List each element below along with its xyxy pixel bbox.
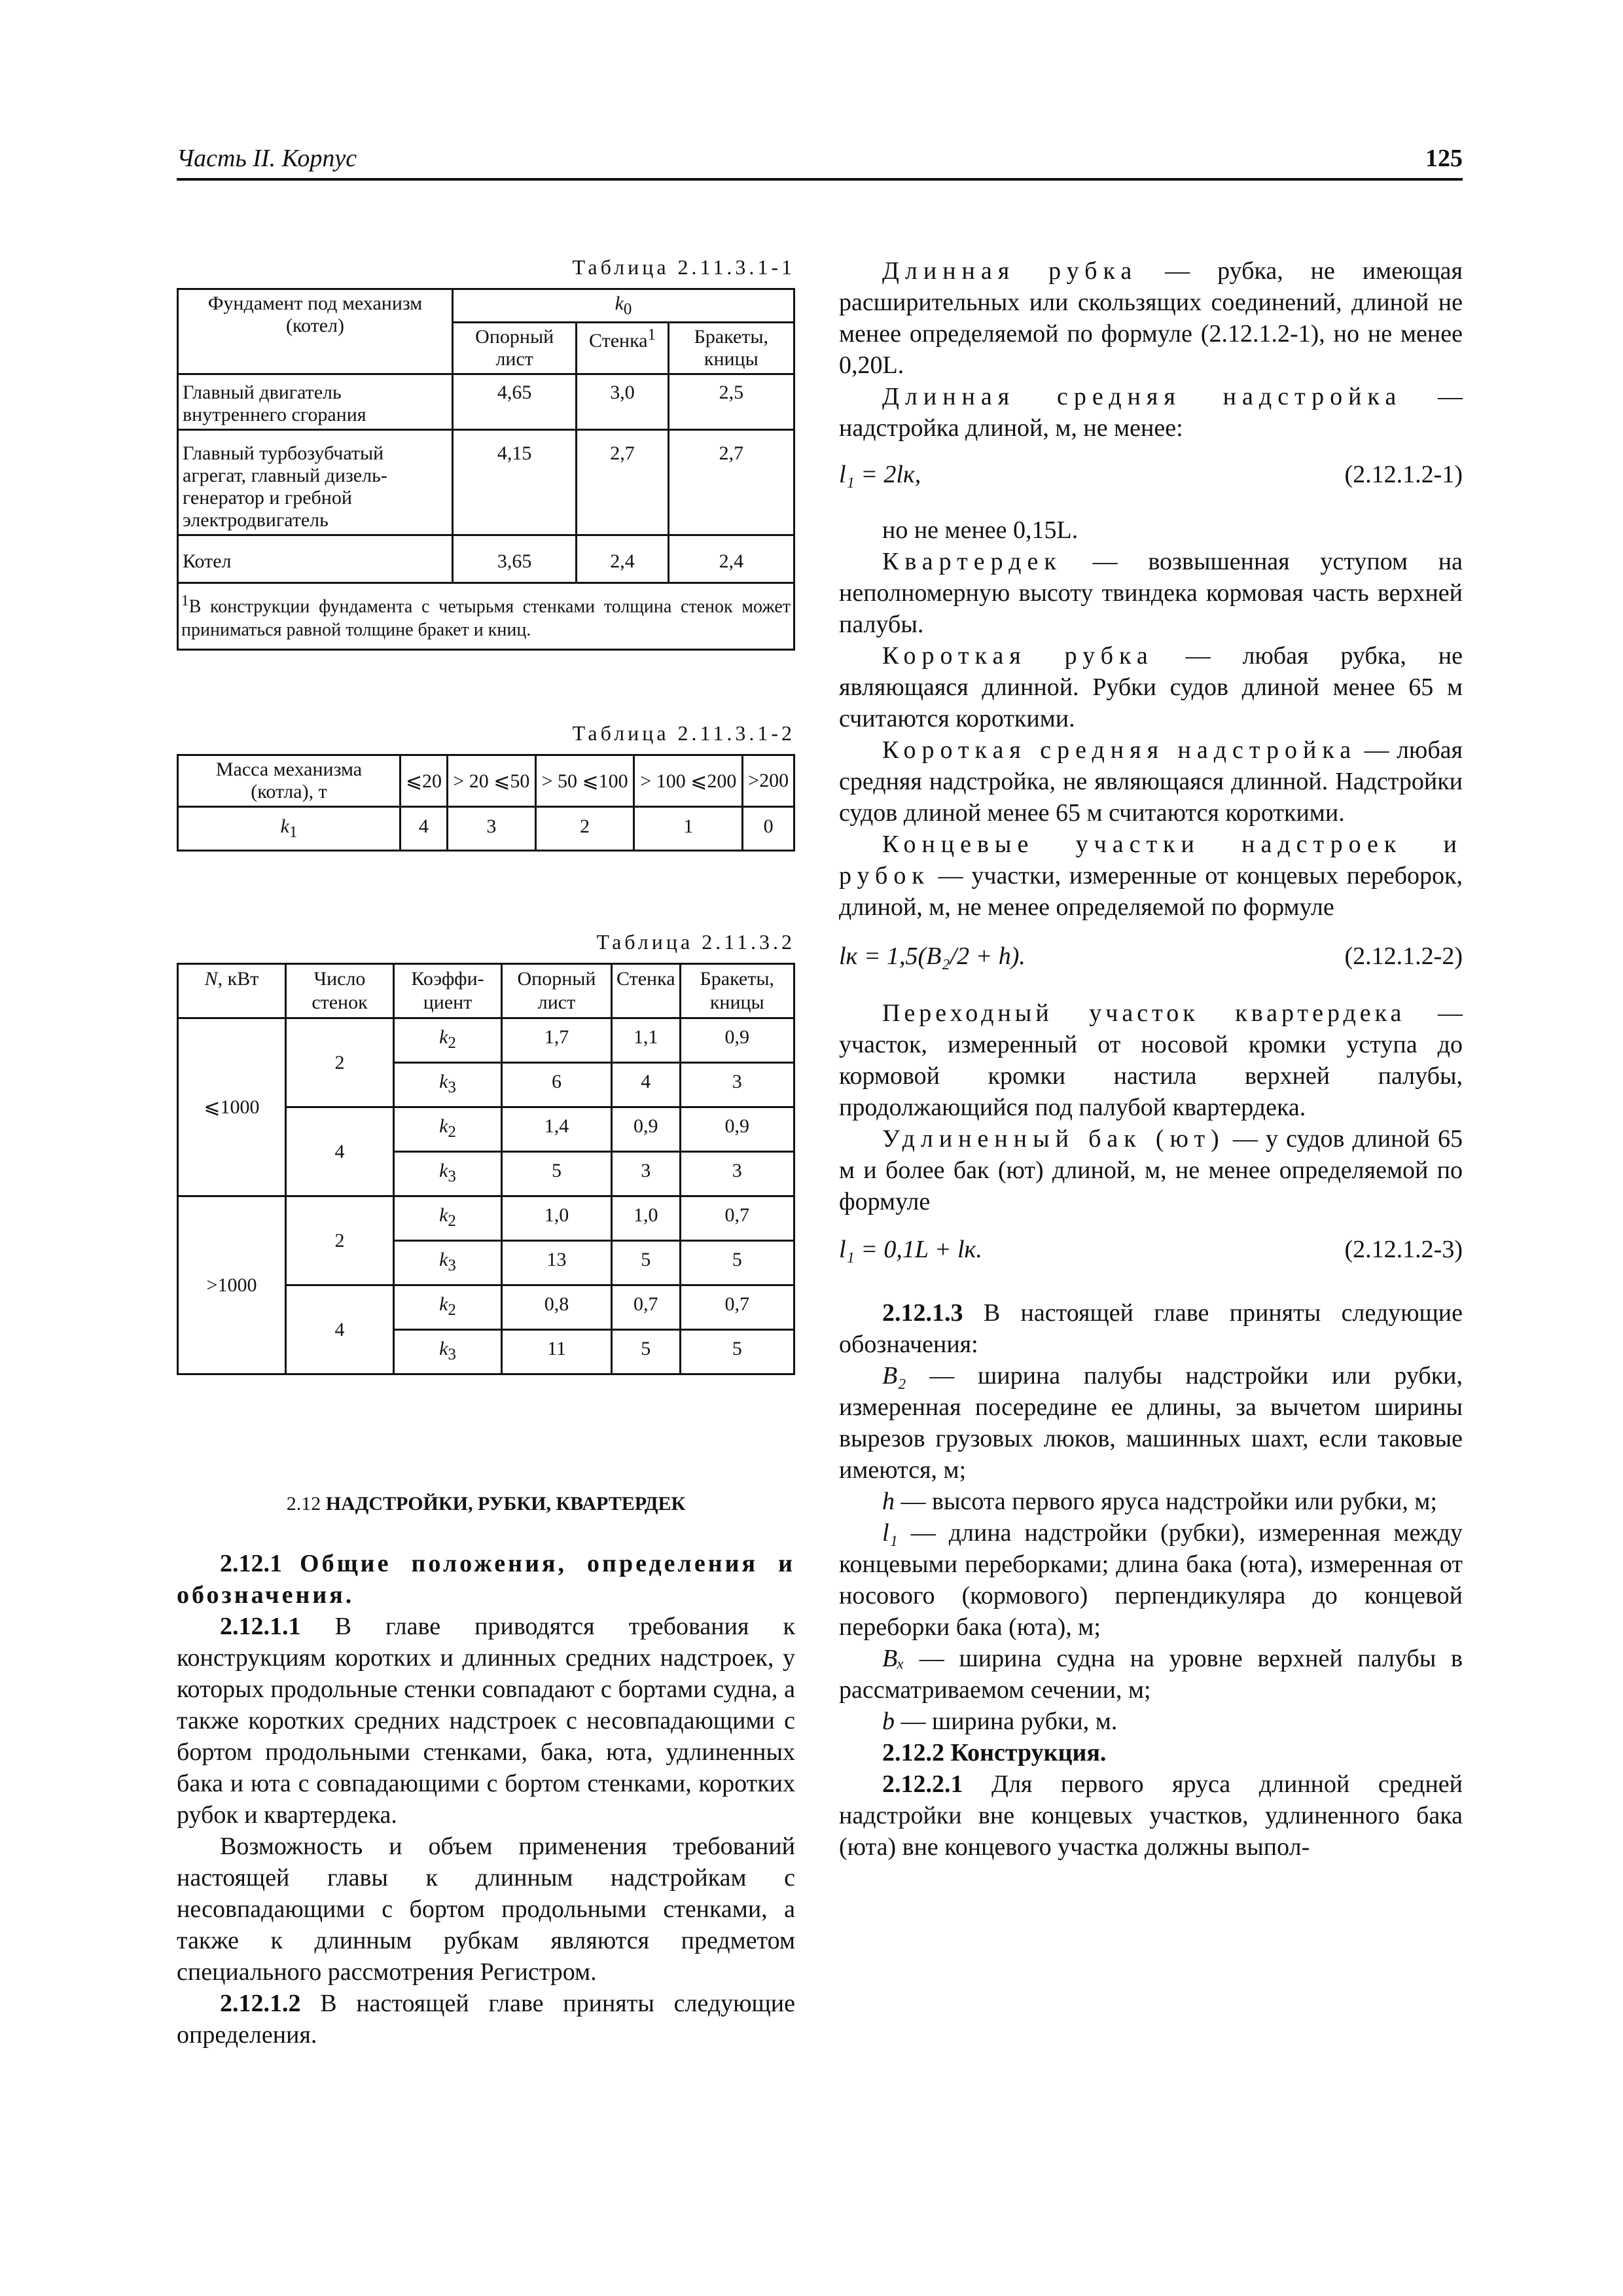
table-2-11-3-1-2 <box>177 754 795 852</box>
t3-cell: 3 <box>612 1152 681 1196</box>
paragraph: 2.12.1.2 В настоящей главе приняты следующие определения. <box>177 1990 796 2049</box>
notation: b — ширина рубки, м. <box>882 1708 1118 1735</box>
t1-footnote: $^1$В конструкции фундамента с четырьмя стенками толщина стенок может приниматься равной толщине бракет и книц. <box>178 583 794 650</box>
t1-cell: 2,7 <box>577 430 668 535</box>
definition: Удлиненный бак (ют) — у судов длиной 65 м и более бак (ют) длиной, м, не менее определяемой по формуле <box>839 1125 1463 1215</box>
paragraph: 2.12.1 Общие положения, определения и обозначения. <box>177 1550 796 1609</box>
t3-cell: 5 <box>612 1330 681 1374</box>
t1-sub-header: Опорный лист <box>453 323 577 374</box>
definition: Концевые участки надстроек и рубок — участки, измеренные от концевых переборок, длиной, м, не менее определяемой по формуле <box>839 831 1463 921</box>
t2-cell: 1 <box>634 807 743 851</box>
t3-coef-cell: $k_2$ <box>394 1018 502 1063</box>
t3-cell: 0,7 <box>680 1196 794 1241</box>
t2-cell: 4 <box>401 807 448 851</box>
page-number: 125 <box>1425 145 1463 172</box>
t2-header: >200 <box>743 755 794 807</box>
formula: lк = 1,5(B₂/2 + h). (2.12.1.2-2) <box>839 942 1463 970</box>
t3-header: Стенка <box>612 964 681 1018</box>
t1-sub-header: Бракеты, кницы <box>668 323 794 374</box>
notation: Bₓ — ширина судна на уровне верхней палубы в рассматриваемом сечении, м; <box>839 1645 1463 1704</box>
notation: l₁ — длина надстройки (рубки), измеренная между концевыми переборками; длина бака (юта), измеренная от носового (кормового) перпендикуляра до концевой переборки бака (юта), м; <box>839 1519 1463 1641</box>
page-header <box>177 144 1463 181</box>
t3-cell: 0,9 <box>680 1107 794 1152</box>
t2-header: > 50 ⩽100 <box>535 755 634 807</box>
t3-header: Коэффи-циент <box>394 964 502 1018</box>
t3-cell: 0,7 <box>612 1285 681 1330</box>
t3-cell: 1,4 <box>502 1107 612 1152</box>
definition: Длинная рубка — рубка, не имеющая расширительных или скользящих соединений, длиной не менее определяемой по формуле (2.12.1.2-1), но не менее 0,20L. <box>839 257 1463 379</box>
t3-coef-cell: $k_3$ <box>394 1241 502 1285</box>
paragraph: но не менее 0,15L. <box>882 516 1079 544</box>
paragraph: 2.12.1.3 В настоящей главе приняты следующие обозначения: <box>839 1299 1463 1358</box>
t3-coef-cell: $k_2$ <box>394 1107 502 1152</box>
t3-cell: 0,9 <box>680 1018 794 1063</box>
t1-cell: 3,0 <box>577 374 668 430</box>
table-2-11-3-2 <box>177 963 795 1375</box>
t3-cell: 1,0 <box>502 1196 612 1241</box>
t3-header: Бракеты, кницы <box>680 964 794 1018</box>
t1-cell: 2,7 <box>668 430 794 535</box>
t1-cell: 4,15 <box>453 430 577 535</box>
table-row <box>178 807 794 851</box>
t3-cell: 6 <box>502 1063 612 1107</box>
definition: Длинная средняя надстройка — надстройка длиной, м, не менее: <box>839 383 1463 442</box>
running-title: Часть II. Корпус <box>177 145 357 172</box>
right-column <box>839 255 1463 1863</box>
t3-walls-cell: 4 <box>286 1285 394 1374</box>
t3-cell: 3 <box>680 1152 794 1196</box>
table2-caption: Таблица 2.11.3.1-2 <box>572 721 795 745</box>
t2-cell: 3 <box>447 807 535 851</box>
t3-header: Число стенок <box>286 964 394 1018</box>
t2-header: > 100 ⩽200 <box>634 755 743 807</box>
t1-sub-header: Стенка$^1$ <box>577 323 668 374</box>
paragraph: 2.12.2 Конструкция. <box>882 1739 1107 1767</box>
formula: l₁ = 0,1L + lк. (2.12.1.2-3) <box>839 1236 1463 1263</box>
t3-cell: 13 <box>502 1241 612 1285</box>
t3-cell: 0,7 <box>680 1285 794 1330</box>
paragraph: Возможность и объем применения требований настоящей главы к длинным надстройкам с несовпадающими с бортом продольными стенками, а также к длинным рубкам являются предметом специального рассмотрения Регистром. <box>177 1833 795 1986</box>
t3-cell: 3 <box>680 1063 794 1107</box>
t1-cell: Главный двигатель внутреннего сгорания <box>178 374 453 430</box>
notation: h — высота первого яруса надстройки или рубки, м; <box>882 1488 1437 1515</box>
t1-cell: 2,4 <box>577 535 668 583</box>
t1-cell: 2,4 <box>668 535 794 583</box>
definition: Короткая рубка — любая рубка, не являющаяся длинной. Рубки судов длиной менее 65 м считаются короткими. <box>839 642 1463 732</box>
section-heading: 2.12 НАДСТРОЙКИ, РУБКИ, КВАРТЕРДЕК <box>286 1493 686 1515</box>
t3-power-cell: >1000 <box>178 1196 286 1374</box>
definition: Квартердек — возвышенная уступом на неполномерную высоту твиндека кормовая часть верхней палубы. <box>839 548 1463 638</box>
table-row <box>178 1196 794 1241</box>
t3-walls-cell: 4 <box>286 1107 394 1196</box>
t3-cell: 5 <box>502 1152 612 1196</box>
t3-walls-cell: 2 <box>286 1196 394 1285</box>
t3-cell: 0,9 <box>612 1107 681 1152</box>
t1-cell: Котел <box>178 535 453 583</box>
table1-caption: Таблица 2.11.3.1-1 <box>572 255 795 279</box>
table3-caption: Таблица 2.11.3.2 <box>596 930 795 954</box>
t2-cell: 0 <box>743 807 794 851</box>
t1-cell: 3,65 <box>453 535 577 583</box>
notation: B₂ — ширина палубы надстройки или рубки, измеренная посередине ее длины, за вычетом ширины вырезов грузовых люков, машинных шахт, если таковые имеются, м; <box>839 1362 1463 1484</box>
formula: l₁ = 2lк, (2.12.1.2-1) <box>839 461 1463 488</box>
definition: Переходный участок квартердека — участок, измеренный от носовой кромки уступа до кормовой кромки настила верхней палубы, продолжающийся под палубой квартердека. <box>839 999 1463 1121</box>
t3-cell: 11 <box>502 1330 612 1374</box>
t3-cell: 5 <box>680 1241 794 1285</box>
t3-coef-cell: $k_2$ <box>394 1285 502 1330</box>
t3-header: N, кВт <box>178 964 286 1018</box>
t3-coef-cell: $k_3$ <box>394 1063 502 1107</box>
t1-col1-header: Фундамент под механизм (котел) <box>178 289 453 374</box>
t2-cell: 2 <box>535 807 634 851</box>
t1-cell: Главный турбозубчатый агрегат, главный дизель-генератор и гребной электродвигатель <box>178 430 453 535</box>
t2-row-label: $k_1$ <box>178 807 401 851</box>
t3-cell: 1,7 <box>502 1018 612 1063</box>
table-row <box>178 430 794 535</box>
t2-header: > 20 ⩽50 <box>447 755 535 807</box>
t3-cell: 4 <box>612 1063 681 1107</box>
t3-coef-cell: $k_3$ <box>394 1152 502 1196</box>
t3-cell: 5 <box>612 1241 681 1285</box>
paragraph: 2.12.1.1 В главе приводятся требования к конструкциям коротких и длинных средних надстроек, у которых продольные стенки совпадают с бортами судна, а также коротких средних надстроек с несовпадающими с бортом продольными стенками, бака, юта, удлиненных бака и юта с совпадающими с бортом стенками, коротких рубок и квартердека. <box>177 1613 795 1829</box>
t3-cell: 5 <box>680 1330 794 1374</box>
t3-walls-cell: 2 <box>286 1018 394 1107</box>
t3-cell: 0,8 <box>502 1285 612 1330</box>
t2-header: Масса механизма (котла), т <box>178 755 401 807</box>
t3-cell: 1,1 <box>612 1018 681 1063</box>
paragraph: 2.12.2.1 Для первого яруса длинной средней надстройки вне концевых участков, удлиненного бака (юта) вне концевого участка должны выпол- <box>839 1770 1463 1861</box>
t3-header: Опорный лист <box>502 964 612 1018</box>
t3-power-cell: ⩽1000 <box>178 1018 286 1196</box>
t1-cell: 2,5 <box>668 374 794 430</box>
t1-cell: 4,65 <box>453 374 577 430</box>
t3-cell: 1,0 <box>612 1196 681 1241</box>
t2-header: ⩽20 <box>401 755 448 807</box>
table-2-11-3-1-1 <box>177 288 795 651</box>
left-column <box>177 255 795 2051</box>
t3-coef-cell: $k_2$ <box>394 1196 502 1241</box>
t3-coef-cell: $k_3$ <box>394 1330 502 1374</box>
table-row <box>178 1018 794 1063</box>
table-row <box>178 374 794 430</box>
definition: Короткая средняя надстройка — любая средняя надстройка, не являющаяся длинной. Надстройки судов длиной менее 65 м считаются короткими. <box>839 736 1463 827</box>
table-row <box>178 535 794 583</box>
t1-group-header: $k_0$ <box>453 289 794 323</box>
